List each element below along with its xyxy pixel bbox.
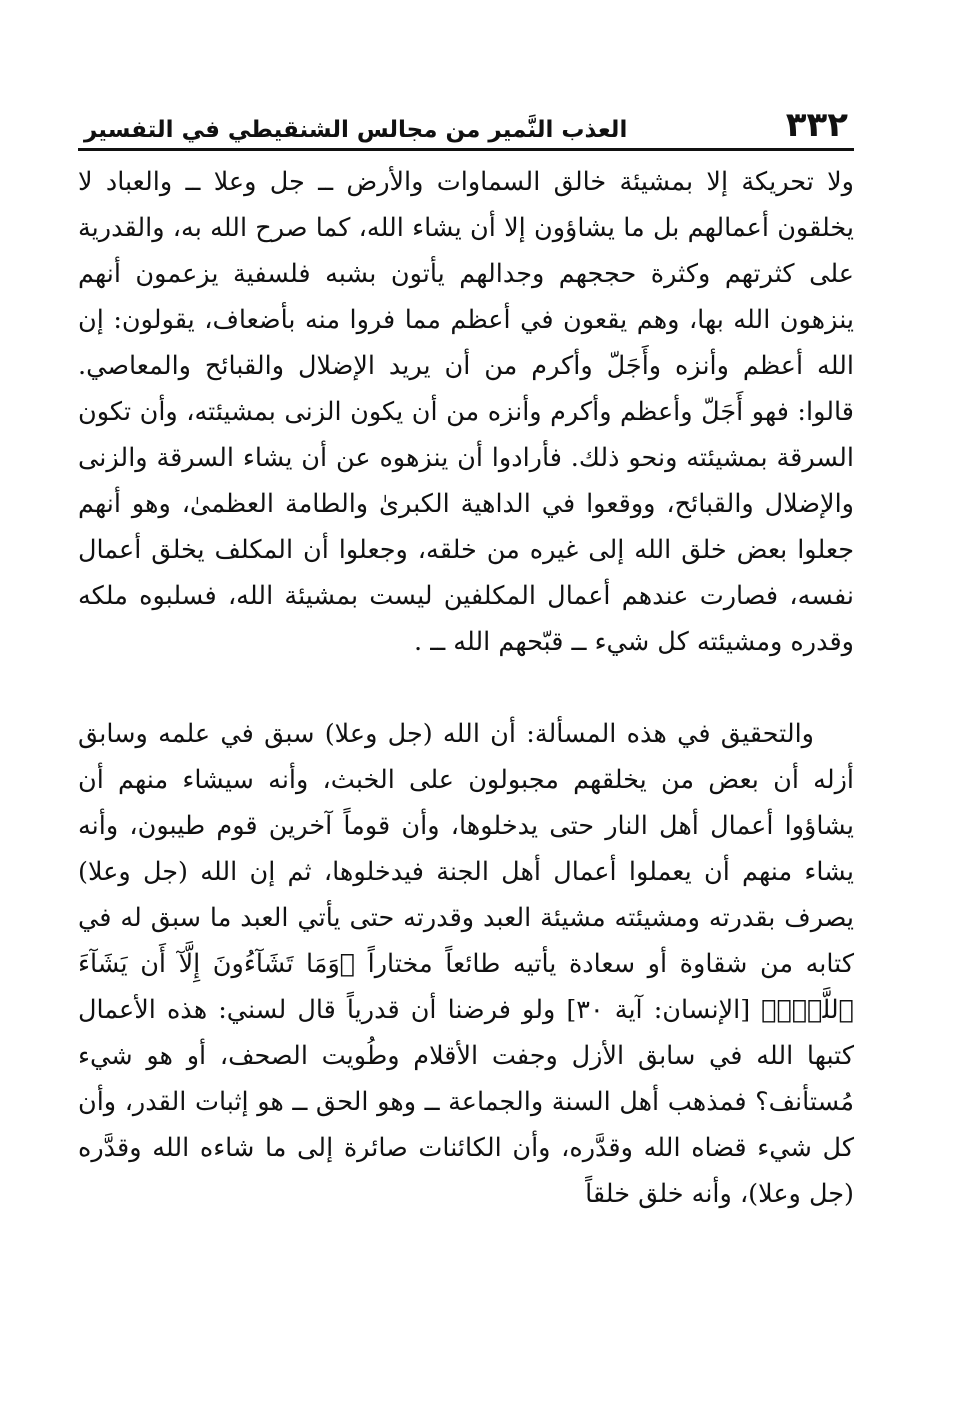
running-title: العذب النَّمير من مجالس الشنقيطي في التفسير [84,117,628,143]
header-divider [78,148,854,151]
book-page [78,96,854,1217]
page-number: ٣٣٢ [785,105,848,145]
paragraph-2: والتحقيق في هذه المسألة: أن الله (جل وعلا) سبق في علمه وسابق أزله أن بعض من يخلقهم مجبولون على الخبث، وأنه سيشاء منهم أن يشاؤوا أعمال أهل النار حتى يدخلوها، وأن قوماً آخرين قوم طيبون، وأنه يشاء منهم أن يعملوا أعمال أهل الجنة فيدخلوها، ثم إن الله (جل وعلا) يصرف بقدرته ومشيئته مشيئة العبد وقدرته حتى يأتي العبد ما سبق له في كتابه من شقاوة أو سعادة يأتيه طائعاً مختاراً ﴿وَمَا تَشَآءُونَ إِلَّآ أَن يَشَآءَ ٱللَّهُۚ﴾ [الإنسان: آية ٣٠] ولو فرضنا أن قدرياً قال لسني: هذه الأعمال كتبها الله في سابق الأزل وجفت الأقلام وطُويت الصحف، أو هو شيء مُستأنف؟ فمذهب أهل السنة والجماعة ــ وهو الحق ــ هو إثبات القدر، وأن كل شيء قضاه الله وقدَّره، وأن الكائنات صائرة إلى ما شاءه الله وقدَّره (جل وعلا)، وأنه خلق خلقاً [78,719,854,1209]
paragraph-1: ولا تحريكة إلا بمشيئة خالق السماوات والأرض ــ جل وعلا ــ والعباد لا يخلقون أعمالهم بل ما يشاؤون إلا أن يشاء الله، كما صرح الله به، والقدرية على كثرتهم وكثرة حججهم وجدالهم يأتون بشبه فلسفية يزعمون أنهم ينزهون الله بها، وهم يقعون في أعظم مما فروا منه بأضعاف، يقولون: إن الله أعظم وأنزه وأَجَلّ وأكرم من أن يريد الإضلال والقبائح والمعاصي. قالوا: فهو أَجَلّ وأعظم وأكرم وأنزه من أن يكون الزنى بمشيئته، وأن تكون السرقة بمشيئته ونحو ذلك. فأرادوا أن ينزهوه عن أن يشاء السرقة والزنى والإضلال والقبائح، ووقعوا في الداهية الكبرىٰ والطامة العظمىٰ، وهو أنهم جعلوا بعض خلق الله إلى غيره من خلقه، وجعلوا أن المكلف يخلق أعمال نفسه، فصارت عندهم أعمال المكلفين ليست بمشيئة الله، فسلبوه ملكه وقدره ومشيئته كل شيء ــ قبّحهم الله ــ . [78,167,854,657]
page-header [78,96,854,148]
body-text [78,159,854,1217]
